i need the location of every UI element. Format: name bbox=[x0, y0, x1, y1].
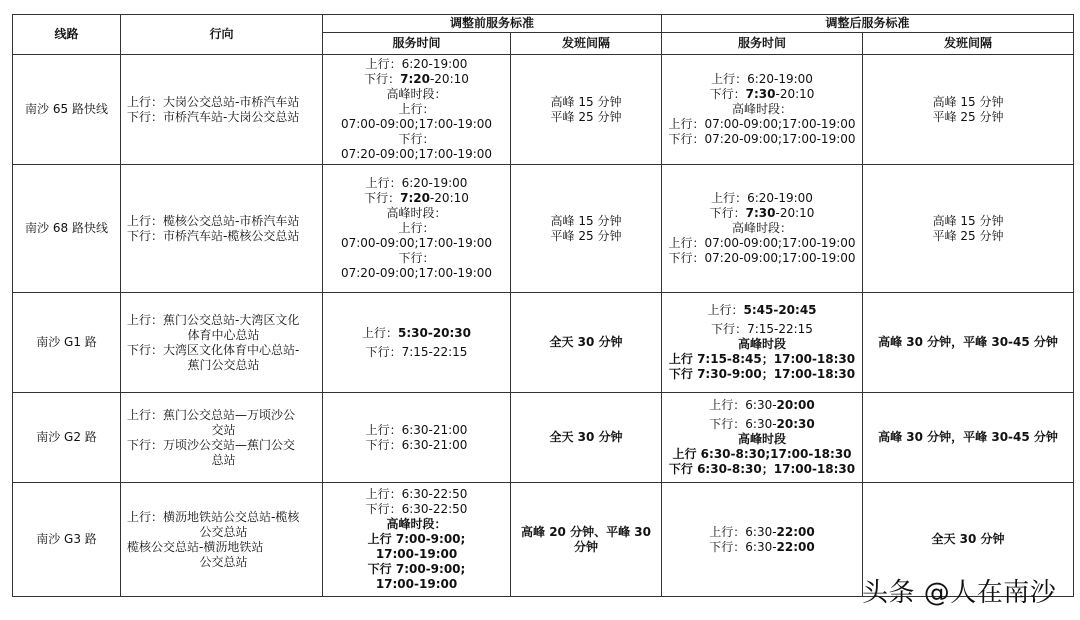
after-service-time bbox=[662, 393, 863, 483]
time-line: 上行： bbox=[398, 221, 435, 235]
headway-line: 高峰 15 分钟 bbox=[932, 94, 1004, 109]
time-line: 上行：07:00-09:00;17:00-19:00 bbox=[668, 117, 856, 131]
direction-cell bbox=[121, 483, 323, 597]
time-line: 07:00-09:00;17:00-19:00 bbox=[340, 117, 493, 131]
header-after-headway: 发班间隔 bbox=[863, 33, 1074, 55]
headway-line: 高峰 15 分钟 bbox=[550, 213, 622, 228]
before-service-time bbox=[323, 393, 511, 483]
after-service-time bbox=[662, 165, 863, 293]
schedule-table bbox=[12, 14, 1074, 597]
direction-line: 交站 bbox=[211, 422, 236, 437]
time-line: 17:00-19:00 bbox=[375, 577, 458, 591]
direction-line: 公交总站 bbox=[199, 524, 248, 539]
header-after-service-time: 服务时间 bbox=[662, 33, 863, 55]
time-line: 下行：6:30-22:50 bbox=[365, 502, 468, 516]
header-before-headway: 发班间隔 bbox=[511, 33, 662, 55]
time-line: 高峰时段 bbox=[738, 432, 787, 446]
headway-line: 平峰 25 分钟 bbox=[932, 228, 1004, 243]
time-line: 下行 6:30-8:30；17:00-18:30 bbox=[668, 462, 856, 476]
after-headway: 高峰 30 分钟，平峰 30-45 分钟 bbox=[863, 293, 1074, 393]
direction-line: 下行：市桥汽车站-大岗公交总站 bbox=[127, 109, 300, 124]
time-line: 上行：6:20-19:00 bbox=[365, 176, 468, 190]
time-line: 高峰时段： bbox=[386, 206, 447, 220]
direction-line: 上行：横沥地铁站公交总站-榄核 bbox=[127, 509, 300, 524]
route-name: 南沙 G3 路 bbox=[13, 483, 121, 597]
time-line: 上行 7:15-8:45；17:00-18:30 bbox=[668, 352, 856, 366]
before-service-time bbox=[323, 483, 511, 597]
time-line: 高峰时段： bbox=[386, 87, 447, 101]
headway-line: 高峰 15 分钟 bbox=[932, 213, 1004, 228]
headway-line: 平峰 25 分钟 bbox=[550, 228, 622, 243]
time-line: 下行：07:20-09:00;17:00-19:00 bbox=[668, 251, 856, 265]
time-line: 下行 7:00-9:00; bbox=[367, 562, 466, 576]
before-headway: 全天 30 分钟 bbox=[511, 393, 662, 483]
time-line: 下行：7:30-20:10 bbox=[709, 87, 815, 101]
headway-line: 平峰 25 分钟 bbox=[550, 109, 622, 124]
time-line: 下行：07:20-09:00;17:00-19:00 bbox=[668, 132, 856, 146]
headway-line: 平峰 25 分钟 bbox=[932, 109, 1004, 124]
time-line: 高峰时段： bbox=[732, 221, 793, 235]
time-line: 高峰时段： bbox=[386, 517, 447, 531]
direction-line: 榄核公交总站-横沥地铁站 bbox=[127, 539, 264, 554]
headway-line: 分钟 bbox=[574, 539, 599, 554]
time-line: 17:00-19:00 bbox=[375, 547, 458, 561]
table-row bbox=[13, 293, 1074, 393]
time-line: 下行： bbox=[398, 251, 435, 265]
direction-line: 下行：万顷沙公交站—蕉门公交 bbox=[127, 437, 296, 452]
after-service-time bbox=[662, 55, 863, 165]
route-name: 南沙 68 路快线 bbox=[13, 165, 121, 293]
after-service-time bbox=[662, 293, 863, 393]
time-line: 下行：7:30-20:10 bbox=[709, 206, 815, 220]
time-line: 上行：6:30-21:00 bbox=[365, 422, 468, 437]
direction-line: 上行：蕉门公交总站—万顷沙公 bbox=[127, 407, 296, 422]
time-line: 上行 6:30-8:30;17:00-18:30 bbox=[672, 447, 852, 461]
table-row bbox=[13, 55, 1074, 165]
time-line: 上行： bbox=[398, 102, 435, 116]
before-service-time bbox=[323, 55, 511, 165]
after-headway: 高峰 30 分钟，平峰 30-45 分钟 bbox=[863, 393, 1074, 483]
time-line: 下行 7:30-9:00；17:00-18:30 bbox=[668, 367, 856, 381]
direction-cell bbox=[121, 293, 323, 393]
direction-line: 蕉门公交总站 bbox=[187, 357, 260, 372]
header-direction: 行向 bbox=[121, 15, 323, 55]
direction-line: 上行：榄核公交总站-市桥汽车站 bbox=[127, 213, 300, 228]
table-row bbox=[13, 165, 1074, 293]
header-row-group bbox=[13, 15, 1074, 33]
time-line: 上行：07:00-09:00;17:00-19:00 bbox=[668, 236, 856, 250]
direction-line: 上行：蕉门公交总站-大湾区文化 bbox=[127, 312, 300, 327]
direction-line: 体育中心总站 bbox=[187, 327, 260, 342]
time-line: 下行：7:15-22:15 bbox=[365, 344, 468, 359]
header-after-group: 调整后服务标准 bbox=[662, 15, 1074, 33]
before-service-time bbox=[323, 165, 511, 293]
direction-line: 公交总站 bbox=[199, 554, 248, 569]
time-line: 上行：6:20-19:00 bbox=[711, 191, 813, 205]
time-line: 07:00-09:00;17:00-19:00 bbox=[340, 236, 493, 250]
time-line: 高峰时段 bbox=[738, 337, 787, 351]
direction-cell bbox=[121, 165, 323, 293]
after-headway bbox=[863, 165, 1074, 293]
time-line: 07:20-09:00;17:00-19:00 bbox=[340, 266, 493, 280]
table-row bbox=[13, 393, 1074, 483]
before-headway: 全天 30 分钟 bbox=[511, 293, 662, 393]
direction-line: 上行：大岗公交总站-市桥汽车站 bbox=[127, 94, 300, 109]
time-line: 上行：6:20-19:00 bbox=[365, 57, 468, 71]
before-service-time bbox=[323, 293, 511, 393]
time-line: 下行： bbox=[398, 132, 435, 146]
time-line: 下行：7:20-20:10 bbox=[364, 72, 469, 86]
time-line: 上行：5:30-20:30 bbox=[361, 325, 472, 340]
before-headway bbox=[511, 483, 662, 597]
route-name: 南沙 G1 路 bbox=[13, 293, 121, 393]
before-headway bbox=[511, 165, 662, 293]
direction-line: 下行：市桥汽车站-榄核公交总站 bbox=[127, 228, 300, 243]
time-line: 下行：6:30-21:00 bbox=[365, 437, 468, 452]
time-line: 高峰时段： bbox=[732, 102, 793, 116]
after-headway: 全天 30 分钟 bbox=[863, 483, 1074, 597]
time-line: 上行：6:30-20:00 bbox=[709, 398, 815, 412]
header-before-group: 调整前服务标准 bbox=[323, 15, 662, 33]
header-before-service-time: 服务时间 bbox=[323, 33, 511, 55]
time-line: 上行 7:00-9:00; bbox=[367, 532, 466, 546]
before-headway bbox=[511, 55, 662, 165]
time-line: 上行：5:45-20:45 bbox=[707, 303, 817, 317]
time-line: 上行：6:30-22:50 bbox=[365, 487, 468, 501]
route-name: 南沙 G2 路 bbox=[13, 393, 121, 483]
direction-cell bbox=[121, 393, 323, 483]
after-headway bbox=[863, 55, 1074, 165]
time-line: 下行：6:30-22:00 bbox=[709, 539, 815, 554]
headway-line: 高峰 20 分钟、平峰 30 bbox=[521, 524, 651, 539]
direction-cell bbox=[121, 55, 323, 165]
time-line: 上行：6:30-22:00 bbox=[709, 524, 815, 539]
time-line: 07:20-09:00;17:00-19:00 bbox=[340, 147, 493, 161]
watermark: 头条 @人在南沙 bbox=[862, 578, 1057, 608]
time-line: 下行：7:15-22:15 bbox=[711, 322, 813, 336]
after-service-time bbox=[662, 483, 863, 597]
time-line: 下行：7:20-20:10 bbox=[364, 191, 469, 205]
route-name: 南沙 65 路快线 bbox=[13, 55, 121, 165]
time-line: 上行：6:20-19:00 bbox=[711, 72, 813, 86]
header-route: 线路 bbox=[13, 15, 121, 55]
headway-line: 高峰 15 分钟 bbox=[550, 94, 622, 109]
time-line: 下行：6:30-20:30 bbox=[709, 417, 815, 431]
direction-line: 总站 bbox=[211, 452, 236, 467]
direction-line: 下行：大湾区文化体育中心总站- bbox=[127, 342, 300, 357]
